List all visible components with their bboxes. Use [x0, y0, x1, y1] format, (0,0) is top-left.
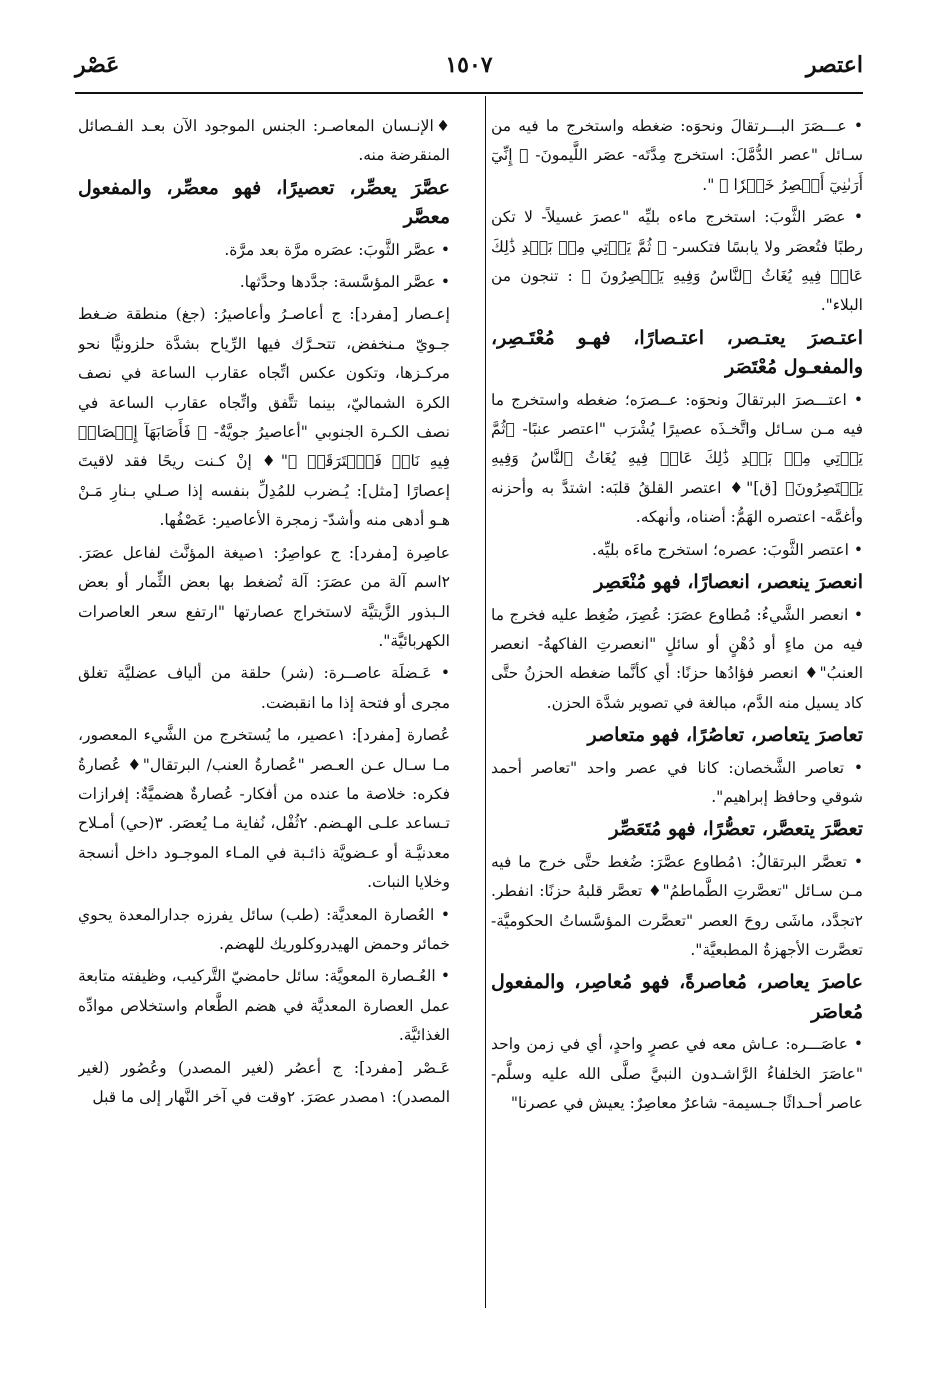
verb-headword: عاصرَ يعاصر، مُعاصرةً، فهو مُعاصِر، والمفعول مُعاصَر — [491, 971, 863, 1023]
verb-headword: تعصَّرَ يتعصَّر، تعصُّرًا، فهو مُتَعَصِّر — [609, 818, 863, 841]
entry-paragraph: • عـــصَرَ البـــرتقالَ ونحوَه: ضغطه واستخرج ما فيه من سـائل "عصر الدُّمَّلَ: استخرج مِدَّتَه- عصَر اللَّيمونَ- ﴿ إِنِّيٓ أَرَىٰنِيٓ أَعۡصِرُ خَمۡرٗا ﴾ ". — [491, 117, 863, 194]
header-rule — [75, 92, 863, 94]
column-separator — [485, 96, 486, 1308]
noun-entry: عَـصْر [مفرد]: ج أعصُر (لغير المصدر) وعُصُور (لغير المصدر): ١مصدر عصَرَ. ٢وقت في آخر النَّهار إلى ما قبل — [78, 1058, 450, 1106]
verb-headword: تعاصرَ يتعاصر، تعاصُرًا، فهو متعاصر — [587, 724, 863, 747]
noun-entry: عُصارة [مفرد]: ١عصير، ما يُستخرج من الشَّيء المعصور، مـا سـال عـن العـصر "عُصارةُ العنب/ البرتقال"♦ عُصارةُ فكره: خلاصة ما عنده من أفكار- عُصارةٌ هضميَّةٌ: إفرازات تـساعد علـى الهـضم. ٢ثُفْل، نُفاية مـا يُعصَر. ٣(حي) أمـلاح معدنيَّـة أو عـضويَّة ذائـبة في المـاء الموجـود داخل أنسجة وخلايا النبات. — [78, 726, 450, 892]
page-header — [75, 52, 863, 92]
entry-paragraph: • عَـضلَة عاصــرة: (شر) حلقة من ألياف عضليَّة تغلق مجرى أو فتحة إذا ما انقبضت. — [78, 664, 450, 712]
entry-paragraph: • انعصر الشَّيءُ: مُطاوع عصَرَ: عُصِرَ، ضُغِط عليه فخرج ما فيه من ماءٍ أو دُهْنٍ أو سائلٍ "انعصرتِ الفاكهةُ- انعصر العنبُ"♦ انعصر فؤادُها حزنًا: أي كأنَّما ضغطه الحزنُ حتَّى كاد يسيل منه الدَّم، مبالغة في تصوير شدَّة الحزن. — [491, 605, 863, 712]
noun-entry: إعـصار [مفرد]: ج أعاصـرُ وأعاصيرُ: (جغ) منطقة ضـغط جـويّ مـنخفض، تتحـرَّك فيها الرِّياح بشدَّة حلزونيًّا نحو مركـزها، وتكون عكس اتِّجاه عقارب الساعة في نصف الكرة الشماليّ، بينما تتَّفق واتِّجاه عقارب الساعة في نصف الكـرة الجنوبي "أعاصيرُ جويَّةٌ- ﴿ فَأَصَابَهَآ إِعۡصَارٞ فِيهِ نَارٞ فَٱحۡتَرَقَتۡ ﴾"♦ إنْ كـنت ريحًا فقد لاقيتَ إعصارًا [مثل]: يُـضرب للمُدِلِّ بنفسه إذا صـلي بـنارِ مَـنْ هـو أدهى منه وأشدّ- زمجرة الأعاصير: عَصْفُها. — [78, 305, 450, 530]
verb-headword: عصَّرَ يعصِّر، تعصيرًا، فهو معصِّر، والمفعول معصَّر — [78, 176, 450, 229]
entry-paragraph: • اعتـــصرَ البرتقالَ ونحوَه: عــصرَه؛ ضغطه واستخرج ما فيه مـن سـائل واتَّخـذَه عصيرًا يُشْرَب "اعتصر عنبًا- ﴿ثُمَّ يَأۡتِي مِنۢ بَعۡدِ ذَٰلِكَ عَامٞ فِيهِ يُغَاثُ ٱلنَّاسُ وَفِيهِ يَعۡتَصِرُونَ﴾ [ق]"♦ اعتصر القلقُ قلبَه: اشتدَّ به وأحزنه وأغمَّه- اعتصره الهَمُّ: أضناه، وأنهكه. — [491, 390, 863, 527]
entry-paragraph: • العُـصارة المعويَّة: سائل حامضيّ التَّركيب، وظيفته متابعة عمل العصارة المعديَّة في هضم الطَّعام واستخلاص موادِّه الغذائيَّة. — [78, 967, 450, 1045]
header-right-headword: اعتصر — [805, 52, 863, 78]
page-number: ١٥٠٧ — [445, 52, 493, 78]
entry-paragraph: • عاصَـــره: عـاش معه في عصرٍ واحدٍ، أي في زمن واحد "عاصَرَ الخلفاءُ الرَّاشـدون النبيَّ صلَّى الله عليه وسلَّم- عاصر أحـداثًا جـسيمة- شاعرٌ معاصِرٌ: يعيش في عصرنا" — [491, 1035, 863, 1112]
entry-paragraph: • عصَر الثَّوبَ: استخرج ماءه بليِّه "عصرَ غسيلاً- لا تكن رطبًا فتُعصَر ولا يابسًا فتكسر- ﴿ ثُمَّ يَأۡتِي مِنۢ بَعۡدِ ذَٰلِكَ عَامٞ فِيهِ يُغَاثُ ٱلنَّاسُ وَفِيهِ يَعۡصِرُونَ ﴾ : تنجون من البلاء". — [491, 208, 863, 315]
noun-entry: عاصِرة [مفرد]: ج عواصِرُ: ١صيغة المؤنَّث لفاعل عصَرَ. ٢اسم آلة من عصَرَ: آلة تُضغط بها بعض الثِّمار أو بعض الـبذور الزَّيتيَّة لاستخراج عصارتها "ارتفع سعر العاصرات الكهربائيَّة". — [78, 543, 450, 650]
entry-paragraph: • العُصارة المعديَّة: (طب) سائل يفرزه جدارالمعدة يحوي خمائر وحمض الهيدروكلوريك للهضم. — [78, 905, 450, 953]
entry-paragraph: • تعصَّر البرتقالُ: ١مُطاوع عصَّرَ: ضُغط حتَّى خرج ما فيه مـن سـائل "تعصَّرتِ الطَّماطمُ"♦ تعصَّر قلبهُ حزنًا: انفطر. ٢تجدَّد، ماشَى روحَ العصر "تعصَّرت المؤسَّساتُ الحكوميَّة- تعصَّرت الأجهزةُ المطبعيَّة". — [491, 852, 863, 959]
verb-headword: انعصرَ ينعصر، انعصارًا، فهو مُنْعَصِر — [594, 571, 863, 594]
entry-paragraph: • اعتصر الثَّوبَ: عصره؛ استخرج ماءَه بليِّه. — [591, 540, 863, 559]
header-left-headword: عَصْر — [75, 52, 120, 78]
entry-paragraph: • عصَّر المؤسَّسة: جدَّدها وحدَّثها. — [239, 273, 450, 292]
right-column — [491, 112, 863, 1312]
entry-paragraph: • عصَّر الثَّوبَ: عصَره مرَّة بعد مرَّة. — [224, 240, 450, 259]
verb-headword: اعتـصرَ يعتـصر، اعتـصارًا، فهـو مُعْتَـصِر، والمفعـول مُعْتَصَر — [491, 326, 863, 379]
entry-paragraph: ♦الإنـسان المعاصـر: الجنس الموجود الآن بعـد الفـصائل المنقرضة منه. — [78, 117, 450, 165]
entry-paragraph: • تعاصر الشَّخصان: كانا في عصر واحد "تعاصر أحمد شوقي وحافظ إبراهيم". — [491, 758, 863, 806]
left-column — [78, 112, 450, 1312]
